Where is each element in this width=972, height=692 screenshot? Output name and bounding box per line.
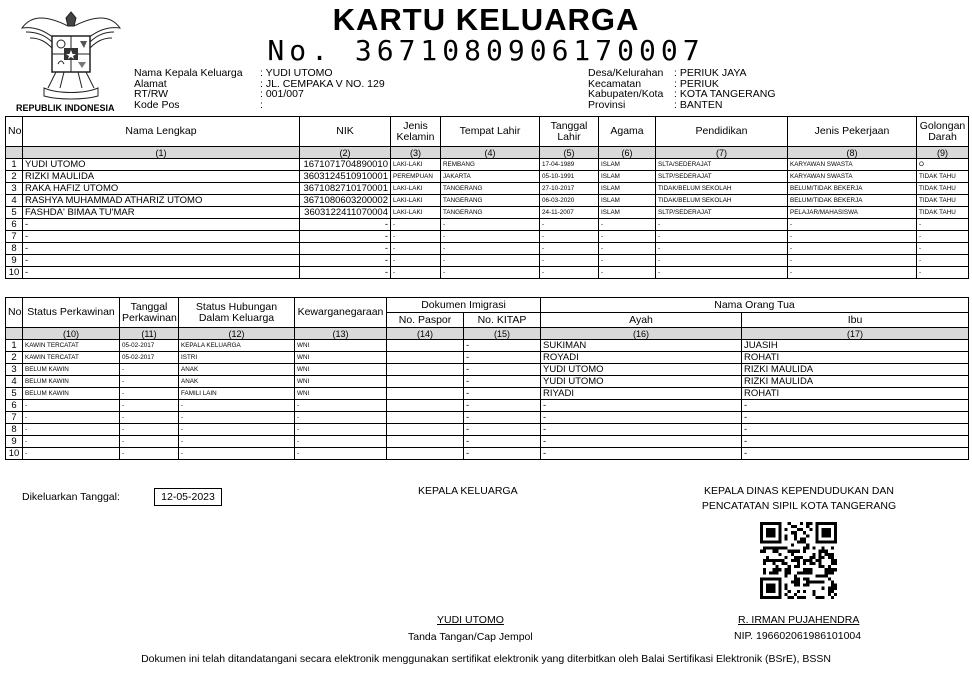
member-row (6, 231, 969, 243)
member-religion: - (599, 231, 656, 243)
col-jenis-kelamin: Jenis Kelamin (391, 117, 441, 147)
member-education: TIDAK/BELUM SEKOLAH (656, 183, 788, 195)
col-tanggal-lahir: Tanggal Lahir (540, 117, 599, 147)
row-no: 7 (6, 412, 23, 424)
member-birthdate: - (540, 267, 599, 279)
city-value: : KOTA TANGERANG (674, 88, 776, 100)
member-education: - (656, 219, 788, 231)
col-number: (15) (464, 328, 541, 340)
col-number: (12) (179, 328, 295, 340)
member-occupation: BELUM/TIDAK BEKERJA (788, 195, 917, 207)
issued-label: Dikeluarkan Tanggal: (22, 491, 120, 503)
father-name: - (541, 400, 742, 412)
col-number: (5) (540, 147, 599, 159)
citizenship: WNI (295, 364, 387, 376)
kitap-number: - (464, 424, 541, 436)
member-religion: ISLAM (599, 183, 656, 195)
row-no: 8 (6, 424, 23, 436)
member-birthplace: - (441, 243, 540, 255)
col-golongan-darah: Golongan Darah (917, 117, 969, 147)
member-nik: 3603124510910001 (300, 171, 391, 183)
col-number: (2) (300, 147, 391, 159)
member-occupation: PELAJAR/MAHASISWA (788, 207, 917, 219)
kitap-number: - (464, 352, 541, 364)
col-kitap: No. KITAP (464, 313, 541, 328)
col-tanggal-perkawinan: Tanggal Perkawinan (120, 298, 179, 328)
member-gender: - (391, 231, 441, 243)
member-education: SLTP/SEDERAJAT (656, 171, 788, 183)
marriage-date: - (120, 412, 179, 424)
col-no: No (6, 117, 23, 147)
col-pendidikan: Pendidikan (656, 117, 788, 147)
father-name: - (541, 424, 742, 436)
member-name: - (23, 255, 300, 267)
marriage-date: - (120, 436, 179, 448)
dinas-line-1: KEPALA DINAS KEPENDUDUKAN DAN (703, 485, 895, 497)
member-blood-type: - (917, 267, 969, 279)
member-birthplace: TANGERANG (441, 207, 540, 219)
kitap-number: - (464, 388, 541, 400)
mother-name: ROHATI (742, 352, 969, 364)
marriage-date: - (120, 388, 179, 400)
official-name: R. IRMAN PUJAHENDRA (738, 614, 860, 626)
row-no: 1 (6, 340, 23, 352)
member-blood-type: - (917, 231, 969, 243)
row-no: 10 (6, 267, 23, 279)
father-name: ROYADI (541, 352, 742, 364)
family-relation: FAMILI LAIN (179, 388, 295, 400)
family-relation: ANAK (179, 364, 295, 376)
passport-number (387, 388, 464, 400)
country-label: REPUBLIK INDONESIA (16, 103, 115, 113)
member-education: SLTA/SEDERAJAT (656, 159, 788, 171)
member-gender: - (391, 243, 441, 255)
marital-status: BELUM KAWIN (23, 364, 120, 376)
civil-row (6, 352, 969, 364)
marriage-date: - (120, 424, 179, 436)
row-no: 3 (6, 183, 23, 195)
col-dokumen-imigrasi: Dokumen Imigrasi (387, 298, 541, 313)
row-no: 2 (6, 171, 23, 183)
marriage-date: 05-02-2017 (120, 340, 179, 352)
member-education: TIDAK/BELUM SEKOLAH (656, 195, 788, 207)
passport-number (387, 352, 464, 364)
col-number: (4) (441, 147, 540, 159)
member-row (6, 159, 969, 171)
member-name: FASHDA' BIMAA TU'MAR (23, 207, 300, 219)
member-row (6, 255, 969, 267)
col-number: (14) (387, 328, 464, 340)
issued-date: 12-05-2023 (154, 488, 222, 506)
marital-status: - (23, 448, 120, 460)
row-no: 5 (6, 207, 23, 219)
marriage-date: - (120, 364, 179, 376)
member-occupation: - (788, 231, 917, 243)
member-birthplace: - (441, 219, 540, 231)
row-no: 8 (6, 243, 23, 255)
col-number: (10) (23, 328, 120, 340)
row-no: 6 (6, 400, 23, 412)
member-education: - (656, 243, 788, 255)
member-nik: 3671082710170001 (300, 183, 391, 195)
member-occupation: KARYAWAN SWASTA (788, 171, 917, 183)
kitap-number: - (464, 436, 541, 448)
postal-label: Kode Pos (134, 98, 180, 111)
postal-value: : (260, 98, 263, 111)
mother-name: - (742, 448, 969, 460)
father-name: - (541, 448, 742, 460)
citizenship: - (295, 448, 387, 460)
member-row (6, 183, 969, 195)
col-tempat-lahir: Tempat Lahir (441, 117, 540, 147)
member-name: - (23, 231, 300, 243)
member-nik: - (300, 231, 391, 243)
member-row (6, 243, 969, 255)
member-birthplace: JAKARTA (441, 171, 540, 183)
citizenship: WNI (295, 340, 387, 352)
father-name: - (541, 436, 742, 448)
signature-label: Tanda Tangan/Cap Jempol (408, 631, 533, 643)
member-occupation: KARYAWAN SWASTA (788, 159, 917, 171)
member-name: - (23, 243, 300, 255)
citizenship: WNI (295, 388, 387, 400)
mother-name: - (742, 400, 969, 412)
member-blood-type: TIDAK TAHU (917, 183, 969, 195)
address-value: : JL. CEMPAKA V NO. 129 (260, 77, 385, 90)
row-no: 1 (6, 159, 23, 171)
citizenship: - (295, 412, 387, 424)
member-nik: 3671080603200002 (300, 195, 391, 207)
marital-status: - (23, 424, 120, 436)
member-gender: - (391, 255, 441, 267)
member-birthplace: REMBANG (441, 159, 540, 171)
member-birthplace: TANGERANG (441, 183, 540, 195)
member-name: RIZKI MAULIDA (23, 171, 300, 183)
col-number: (3) (391, 147, 441, 159)
father-name: YUDI UTOMO (541, 376, 742, 388)
marital-status: - (23, 436, 120, 448)
col-nik: NIK (300, 117, 391, 147)
marital-status: - (23, 400, 120, 412)
member-gender: - (391, 267, 441, 279)
member-blood-type: - (917, 243, 969, 255)
passport-number (387, 424, 464, 436)
family-relation: ISTRI (179, 352, 295, 364)
family-relation: - (179, 424, 295, 436)
member-birthdate: - (540, 255, 599, 267)
member-education: - (656, 231, 788, 243)
member-education: SLTP/SEDERAJAT (656, 207, 788, 219)
row-no: 3 (6, 364, 23, 376)
province-label: Provinsi (588, 98, 626, 111)
col-ibu: Ibu (742, 313, 969, 328)
member-nik: 1671071704890010 (300, 159, 391, 171)
column-number-row (6, 328, 969, 340)
member-religion: ISLAM (599, 159, 656, 171)
member-education: - (656, 255, 788, 267)
civil-row (6, 436, 969, 448)
passport-number (387, 436, 464, 448)
kitap-number: - (464, 448, 541, 460)
rtrw-value: : 001/007 (260, 88, 304, 100)
village-value: : PERIUK JAYA (674, 67, 747, 79)
member-blood-type: TIDAK TAHU (917, 195, 969, 207)
kepala-keluarga-name: YUDI UTOMO (437, 614, 504, 626)
passport-number (387, 412, 464, 424)
member-religion: - (599, 243, 656, 255)
col-number: (1) (23, 147, 300, 159)
col-hubungan: Status Hubungan Dalam Keluarga (179, 298, 295, 328)
family-relation: - (179, 448, 295, 460)
member-name: RAKA HAFIZ UTOMO (23, 183, 300, 195)
column-number-row (6, 147, 969, 159)
passport-number (387, 376, 464, 388)
member-row (6, 171, 969, 183)
civil-row (6, 448, 969, 460)
member-row (6, 207, 969, 219)
col-number: (6) (599, 147, 656, 159)
head-label: Nama Kepala Keluarga (134, 67, 243, 79)
member-occupation: BELUM/TIDAK BEKERJA (788, 183, 917, 195)
col-number: (8) (788, 147, 917, 159)
mother-name: RIZKI MAULIDA (742, 364, 969, 376)
member-birthdate: - (540, 243, 599, 255)
col-nama-orang-tua: Nama Orang Tua (541, 298, 969, 313)
row-no: 7 (6, 231, 23, 243)
member-gender: PEREMPUAN (391, 171, 441, 183)
passport-number (387, 400, 464, 412)
member-blood-type: O (917, 159, 969, 171)
member-name: RASHYA MUHAMMAD ATHARIZ UTOMO (23, 195, 300, 207)
father-name: YUDI UTOMO (541, 364, 742, 376)
citizenship: - (295, 436, 387, 448)
civil-row (6, 388, 969, 400)
kitap-number: - (464, 364, 541, 376)
citizenship: - (295, 424, 387, 436)
row-no: 4 (6, 195, 23, 207)
family-relation: - (179, 400, 295, 412)
kitap-number: - (464, 340, 541, 352)
civil-row (6, 400, 969, 412)
member-row (6, 267, 969, 279)
mother-name: - (742, 412, 969, 424)
family-relation: - (179, 436, 295, 448)
member-blood-type: - (917, 255, 969, 267)
city-label: Kabupaten/Kota (588, 88, 664, 100)
kepala-keluarga-title: KEPALA KELUARGA (418, 485, 518, 497)
header-left (134, 68, 385, 110)
col-number: (7) (656, 147, 788, 159)
marriage-date: - (120, 448, 179, 460)
col-number: (17) (742, 328, 969, 340)
member-birthplace: TANGERANG (441, 195, 540, 207)
row-no: 9 (6, 436, 23, 448)
member-birthdate: 24-11-2007 (540, 207, 599, 219)
member-religion: ISLAM (599, 195, 656, 207)
head-value: : YUDI UTOMO (260, 67, 333, 79)
member-religion: - (599, 219, 656, 231)
row-no: 5 (6, 388, 23, 400)
member-nik: - (300, 255, 391, 267)
row-no: 10 (6, 448, 23, 460)
member-row (6, 195, 969, 207)
mother-name: - (742, 436, 969, 448)
member-education: - (656, 267, 788, 279)
member-religion: ISLAM (599, 207, 656, 219)
member-birthdate: 05-10-1991 (540, 171, 599, 183)
col-number: (9) (917, 147, 969, 159)
marriage-date: 05-02-2017 (120, 352, 179, 364)
member-gender: LAKI-LAKI (391, 207, 441, 219)
province-value: : BANTEN (674, 98, 723, 111)
civil-row (6, 364, 969, 376)
col-agama: Agama (599, 117, 656, 147)
mother-name: ROHATI (742, 388, 969, 400)
member-name: - (23, 219, 300, 231)
family-relation: ANAK (179, 376, 295, 388)
member-gender: LAKI-LAKI (391, 159, 441, 171)
mother-name: RIZKI MAULIDA (742, 376, 969, 388)
kitap-number: - (464, 376, 541, 388)
civil-row (6, 340, 969, 352)
civil-row (6, 412, 969, 424)
kitap-number: - (464, 400, 541, 412)
family-relation: KEPALA KELUARGA (179, 340, 295, 352)
member-birthplace: - (441, 267, 540, 279)
member-occupation: - (788, 267, 917, 279)
mother-name: - (742, 424, 969, 436)
dinas-title (690, 484, 908, 514)
member-occupation: - (788, 219, 917, 231)
member-occupation: - (788, 243, 917, 255)
row-no: 4 (6, 376, 23, 388)
row-no: 9 (6, 255, 23, 267)
father-name: RIYADI (541, 388, 742, 400)
marriage-date: - (120, 400, 179, 412)
member-birthplace: - (441, 255, 540, 267)
member-name: YUDI UTOMO (23, 159, 300, 171)
district-label: Kecamatan (588, 77, 642, 90)
marriage-date: - (120, 376, 179, 388)
passport-number (387, 364, 464, 376)
col-number: (11) (120, 328, 179, 340)
col-no: No (6, 298, 23, 328)
member-gender: - (391, 219, 441, 231)
member-birthdate: - (540, 219, 599, 231)
col-pekerjaan: Jenis Pekerjaan (788, 117, 917, 147)
col-kewarganegaraan: Kewarganegaraan (295, 298, 387, 328)
father-name: - (541, 412, 742, 424)
passport-number (387, 448, 464, 460)
col-number: (16) (541, 328, 742, 340)
marital-status: KAWIN TERCATAT (23, 340, 120, 352)
member-religion: ISLAM (599, 171, 656, 183)
citizenship: WNI (295, 352, 387, 364)
address-label: Alamat (134, 77, 167, 90)
member-blood-type: TIDAK TAHU (917, 171, 969, 183)
col-paspor: No. Paspor (387, 313, 464, 328)
row-no: 6 (6, 219, 23, 231)
col-nama: Nama Lengkap (23, 117, 300, 147)
family-members-table (5, 116, 969, 279)
passport-number (387, 340, 464, 352)
marital-status: - (23, 412, 120, 424)
qr-code-icon (760, 522, 837, 599)
official-nip: NIP. 196602061986101004 (734, 630, 862, 642)
member-birthplace: - (441, 231, 540, 243)
marital-status: KAWIN TERCATAT (23, 352, 120, 364)
member-religion: - (599, 267, 656, 279)
header-right (588, 68, 776, 110)
rtrw-label: RT/RW (134, 88, 169, 100)
kitap-number: - (464, 412, 541, 424)
member-nik: 3603122411070004 (300, 207, 391, 219)
electronic-signature-disclaimer: Dokumen ini telah ditandatangani secara elektronik menggunakan sertifikat elektronik yang diterbitkan oleh Balai Sertifikasi Elektronik (BSrE), BSSN (141, 653, 831, 665)
father-name: SUKIMAN (541, 340, 742, 352)
village-label: Desa/Kelurahan (588, 67, 664, 79)
citizenship: - (295, 400, 387, 412)
col-ayah: Ayah (541, 313, 742, 328)
member-blood-type: TIDAK TAHU (917, 207, 969, 219)
civil-row (6, 376, 969, 388)
district-value: : PERIUK (674, 77, 719, 90)
marital-status: BELUM KAWIN (23, 376, 120, 388)
col-number: (13) (295, 328, 387, 340)
marital-status: BELUM KAWIN (23, 388, 120, 400)
member-birthdate: 06-03-2020 (540, 195, 599, 207)
member-birthdate: 27-10-2017 (540, 183, 599, 195)
member-religion: - (599, 255, 656, 267)
citizenship: WNI (295, 376, 387, 388)
civil-row (6, 424, 969, 436)
civil-status-table (5, 297, 969, 460)
member-gender: LAKI-LAKI (391, 183, 441, 195)
member-birthdate: 17-04-1989 (540, 159, 599, 171)
member-name: - (23, 267, 300, 279)
member-nik: - (300, 243, 391, 255)
member-gender: LAKI-LAKI (391, 195, 441, 207)
row-no: 2 (6, 352, 23, 364)
family-relation: - (179, 412, 295, 424)
member-occupation: - (788, 255, 917, 267)
member-blood-type: - (917, 219, 969, 231)
member-nik: - (300, 267, 391, 279)
member-nik: - (300, 219, 391, 231)
dinas-line-2: PENCATATAN SIPIL KOTA TANGERANG (701, 500, 897, 512)
member-row (6, 219, 969, 231)
document-title: KARTU KELUARGA (332, 2, 640, 37)
member-birthdate: - (540, 231, 599, 243)
col-status-perkawinan: Status Perkawinan (23, 298, 120, 328)
kk-number: No. 3671080906170007 (267, 34, 705, 67)
mother-name: JUASIH (742, 340, 969, 352)
